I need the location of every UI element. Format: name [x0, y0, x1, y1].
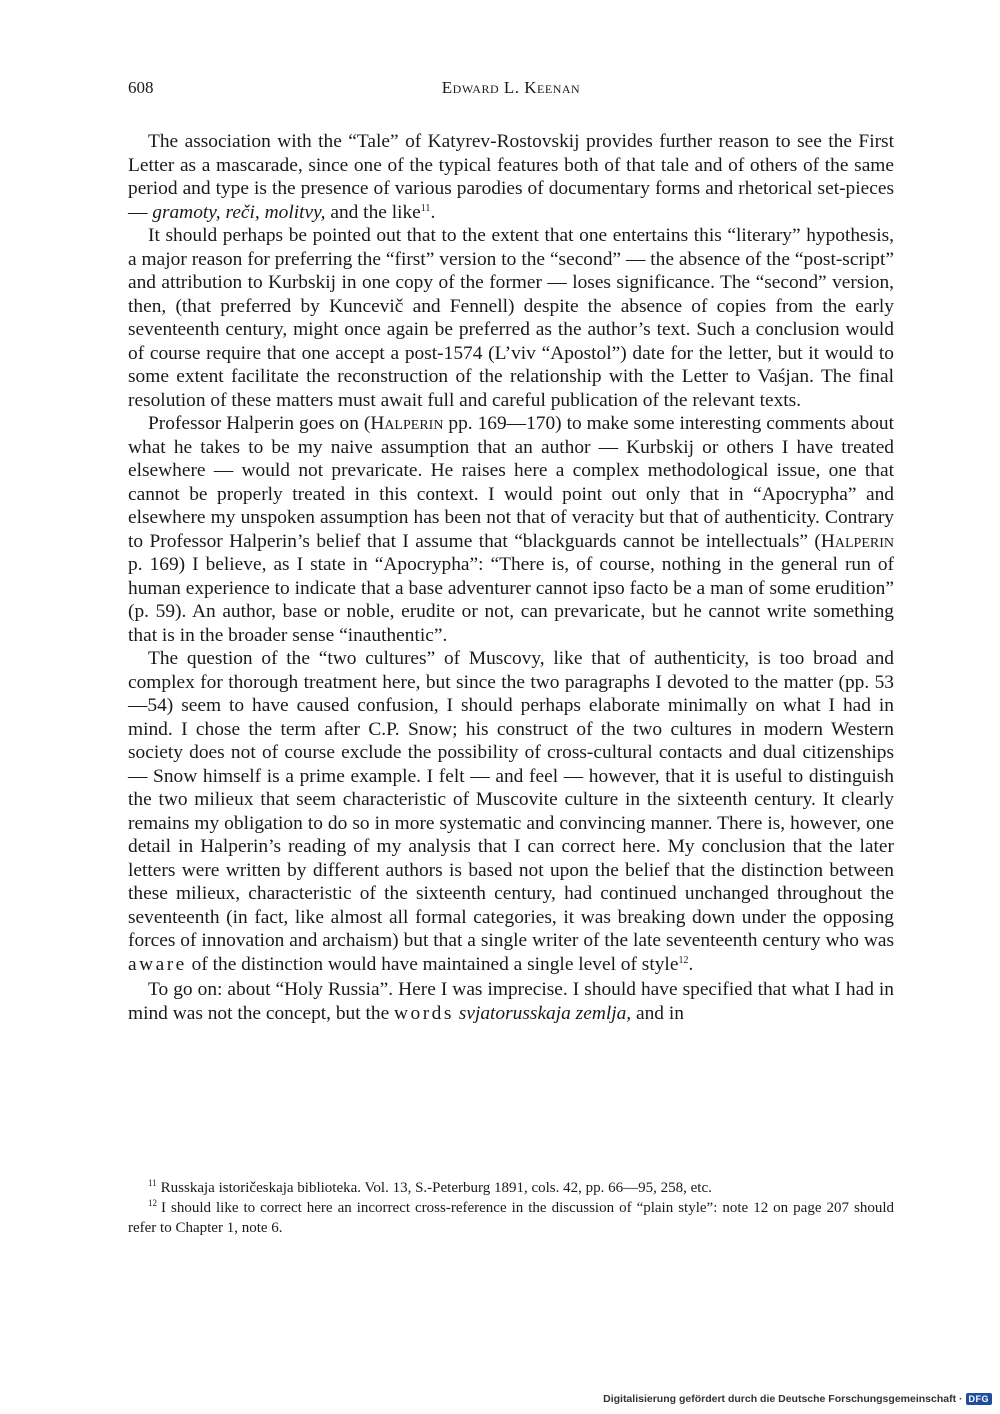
author-smallcaps: Halperin [370, 413, 444, 434]
footnote-ref: 12 [678, 954, 689, 966]
footnote-number: 12 [148, 1198, 157, 1208]
body-text [128, 130, 894, 1025]
page-number: 608 [128, 78, 154, 97]
author-smallcaps: Halperin [820, 530, 894, 552]
paragraph: Professor Halperin goes on (Halperin pp. 169—170) to make some interesting comments about what he takes to be my naive assumption that an author — Kurbskij or others I have treated elsewhere — would not prevaricate. He raises here a complex methodological issue, one that cannot be properly treated in this context. I would point out only that in “Apocrypha” and elsewhere my unspoken assumption has been not that of veracity but that of authenticity. Contrary to Professor Halperin’s belief that I assume that “blackguards cannot be intellectuals” (Halperin p. 169) I believe, as I state in “Apocrypha”: “There is, of course, nothing in the general run of human experience to indicate that a base adventurer cannot ipso facto be a man of some erudition” (p. 59). An author, base or noble, erudite or not, can prevaricate, but he cannot write something that is in the broader sense “inauthentic”. [128, 413, 894, 646]
digitization-credit [603, 1392, 992, 1406]
dfg-logo-icon: DFG [966, 1393, 993, 1405]
italic-term: svjatorusskaja zemlja, [458, 1002, 632, 1024]
page-header [128, 78, 894, 102]
credit-text: Digitalisierung gefördert durch die Deutsche Forschungsgemeinschaft · [603, 1393, 963, 1405]
italic-term: gramoty, reči, molitvy, [152, 201, 326, 223]
footnote: $^{11}$ Russkaja istoričeskaja biblioteka. Vol. 13, S.-Peterburg 1891, cols. 42, pp. 66—95, 258, etc. [148, 1178, 712, 1196]
footnotes [128, 1178, 894, 1238]
spaced-word: aware [128, 953, 187, 975]
footnote-ref: 11 [420, 202, 431, 214]
footnote-number: 11 [148, 1178, 157, 1188]
footnote: $^{12}$ I should like to correct here an incorrect cross-reference in the discussion of “plain style”: note 12 on page 207 should refer to Chapter 1, note 6. [128, 1198, 894, 1236]
paragraph: It should perhaps be pointed out that to the extent that one entertains this “literary” hypothesis, a major reason for preferring the “first” version to the “second” — the absence of the “post-script” and attribution to Kurbskij in one copy of the former — loses significance. The “second” version, then, (that preferred by Kuncevič and Fennell) despite the absence of copies from the early seventeenth century, might once again be preferred as the author’s text. Such a conclusion would of course require that one accept a post-1574 (L’viv “Apostol”) date for the letter, but it would to some extent facilitate the reconstruction of the relationship with the Letter to Vaśjan. The final resolution of these matters must await full and careful publication of the relevant texts. [128, 225, 894, 411]
paragraph: The question of the “two cultures” of Muscovy, like that of authenticity, is too broad and complex for thorough treatment here, but since the two paragraphs I devoted to the matter (pp. 53—54) seem to have caused confusion, I should perhaps elaborate minimally on what I had in mind. I chose the term after C.P. Snow; his construct of the two cultures in modern Western society does not of course exclude the possibility of cross-cultural contacts and dual citizenships — Snow himself is a prime example. I felt — and feel — however, that it is useful to distinguish the two milieux that seem characteristic of Muscovite culture in the sixteenth century. It clearly remains my obligation to do so in more systematic and convincing manner. There is, however, one detail in Halperin’s reading of my analysis that I can correct here. My conclusion that the later letters were written by different authors is based not upon the belief that the distinction between these milieux, characteristic of the sixteenth century, had continued unchanged throughout the seventeenth (in fact, like almost all formal categories, it was breaking down under the opposing forces of innovation and archaism) but that a single writer of the late seventeenth century who was aware of the distinction would have maintained a single level of style$^{12}$. [128, 648, 894, 975]
spaced-word: words [394, 1002, 454, 1024]
running-head: Edward L. Keenan [441, 78, 581, 97]
paragraph: The association with the “Tale” of Katyrev-Rostovskij provides further reason to see the First Letter as a mascarade, since one of the typical features both of that tale and of others of the same period and type is the presence of various parodies of documentary forms and rhetorical set-pieces — gramoty, reči, molitvy, and the like$^{11}$. [128, 131, 894, 223]
paragraph: To go on: about “Holy Russia”. Here I was imprecise. I should have specified that what I had in mind was not the concept, but the words svjatorusskaja zemlja, and in [128, 979, 894, 1024]
